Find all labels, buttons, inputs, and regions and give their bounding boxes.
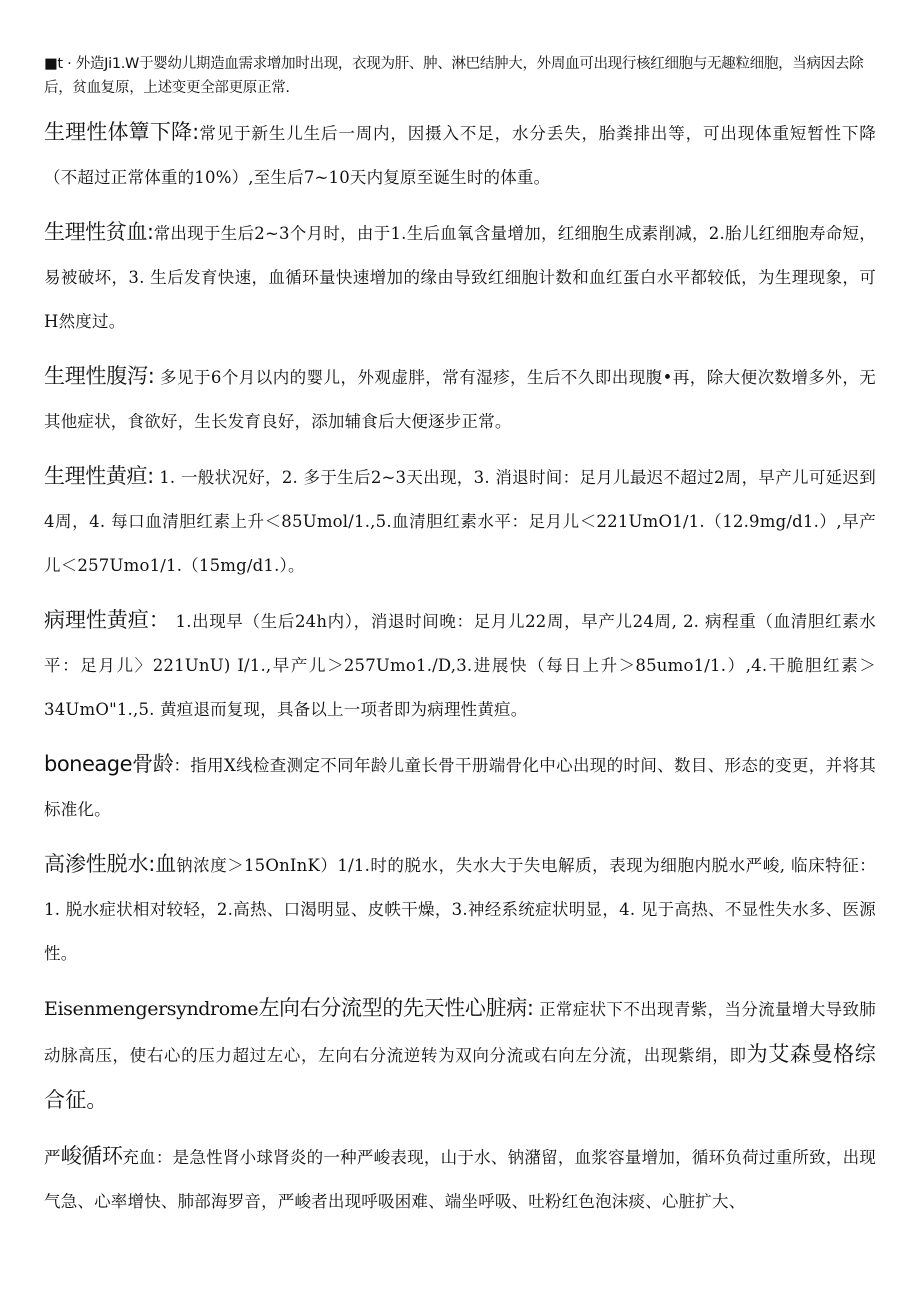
entry-bone-age [44,742,876,832]
entry-term: 病理性黄疸： [44,608,170,632]
entry-term: 生理性体簟下降: [44,120,199,144]
entry-tail: 为艾森曼格综合征。 [44,1042,876,1112]
entry-pathological-jaundice [44,598,876,732]
entry-definition: 1.出现早（生后24h内），消退时间晚：足月儿22周，早产儿24周, 2. 病程重（血清胆红素水平：足月儿〉221UnU) I/1.,早产儿＞257Umo1./D,3.进展快（每日上升＞85umo1∕1.）,4.干脆胆红素＞34UmO"1.,5. 黄疸退而复现，具备以上一项者即为病理性黄疸。 [44,612,876,719]
document-page [44,52,876,1234]
entry-eisenmenger-syndrome [44,986,876,1124]
entry-term-prefix: 严 [44,1148,61,1167]
entry-hypertonic-dehydration [44,842,876,976]
entry-physiological-diarrhea [44,354,876,444]
entry-term: 高渗性脱水:血 [44,852,177,876]
entry-definition: 充血：是急性肾小球肾炎的一种严峻表现，山于水、钠潴留，血浆容量增加，循环负荷过重所致，出现气急、心率增快、肺部海罗音，严峻者出现呼吸困难、端坐呼吸、吐粉红色泡沫痰、心脏扩大、 [44,1148,877,1211]
entry-term: 左向右分流型的先天性心脏病: [258,996,534,1020]
intro-paragraph: ■t · 外造Ji1.W于婴幼儿期造血需求增加时出现，衣现为肝、肿、淋巴结肿大，外周血可出现行核红细胞与无趣粒细胞，当病因去除后，贫血复原，上述变更全部更原正常. [44,56,864,96]
entry-severe-circulatory-congestion [44,1134,876,1224]
entry-physiological-anemia [44,210,876,344]
entry-term-latin: Eisenmengersyndrome [44,998,259,1020]
entry-definition: 常见于新生儿生后一周内，因摄入不足，水分丢失，胎粪排出等，可出现体重短暂性下降（不超过正常体重的10%）,至生后7~10天内复原至诞生时的体重。 [44,124,876,187]
entry-term: 生理性黄疸: [44,464,154,488]
entry-definition: ：指用X线检查测定不同年龄儿童长骨干册端骨化中心出现的时间、数目、形态的变更，并将其标准化。 [44,756,876,819]
entry-term: 峻循环 [60,1144,123,1168]
entry-definition: 正常症状下不出现青紫，当分流量增大导致肺动脉高压，使右心的压力超过左心，左向右分流逆转为双向分流或右向左分流，出现紫绢，即 [44,1000,876,1065]
entry-physiological-weight-loss [44,110,876,200]
entry-definition: 常出现于生后2~3个月时，由于1.生后血氧含量增加，红细胞生成素削减，2.胎儿红细胞寿命短，易被破坏，3. 生后发育快速，血循环量快速增加的缘由导致红细胞计数和血红蛋白水平都较低，为生理现象，可H然度过。 [44,224,876,331]
entry-term: 生理性贫血: [44,220,154,244]
entry-term: 生理性腹泻: [44,364,155,388]
entry-definition: 多见于6个月以内的婴儿，外观虚胖，常有湿疹，生后不久即出现腹•再，除大便次数增多外，无其他症状，食欲好，生长发育良好，添加辅食后大便逐步正常。 [44,368,876,431]
entry-definition: 1. 一般状况好，2. 多于生后2~3天出现，3. 消退时间：足月儿最迟不超过2周，早产儿可延迟到4周，4. 每口血清胆红素上升＜85Umol/1.,5.血清胆红素水平：足月儿＜221UmO1∕1.（12.9mg∕d1.）,早产儿＜257Umo1∕1.（15mg∕d1.）。 [44,468,877,575]
entry-term: boneage骨龄 [44,752,174,776]
entry-physiological-jaundice [44,454,876,588]
entry-definition: 钠浓度＞15OnInK）1/1.时的脱水，失水大于失电解质，表现为细胞内脱水严峻, 临床特征：1. 脱水症状相对较轻，2.高热、口渴明显、皮帙干燥，3.神经系统症状明显，4. 见于高热、不显性失水多、医源性。 [44,856,876,963]
